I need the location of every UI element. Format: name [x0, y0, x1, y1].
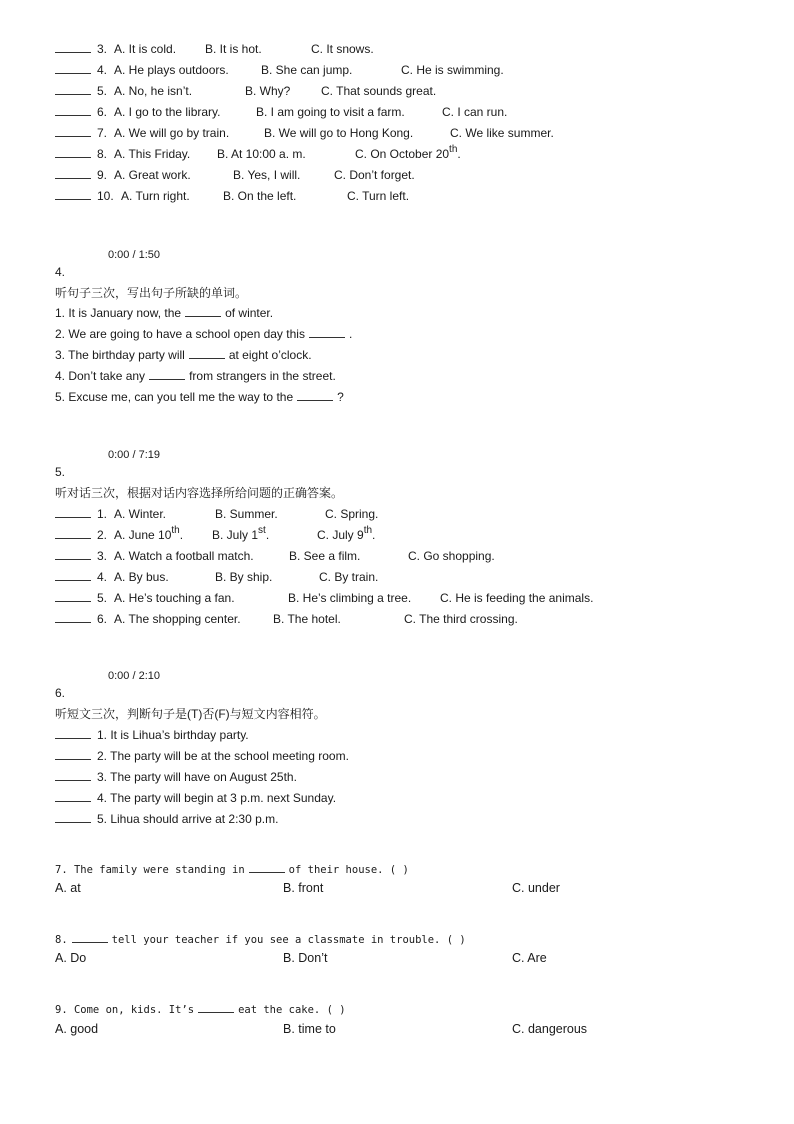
option-b: B. The hotel. — [273, 612, 341, 626]
option-a: A. This Friday. — [114, 147, 191, 161]
answer-blank[interactable] — [55, 167, 91, 179]
choice-b[interactable]: B. Don’t — [283, 951, 328, 965]
answer-blank[interactable] — [55, 569, 91, 581]
list-item: 5. Excuse me, can you tell me the way to the ? — [55, 390, 344, 404]
option-b: B. Summer. — [215, 507, 278, 521]
fill-blank[interactable] — [185, 305, 221, 317]
answer-blank[interactable] — [55, 83, 91, 95]
answer-blank[interactable] — [55, 41, 91, 53]
fill-blank[interactable] — [149, 368, 185, 380]
choice-a[interactable]: A. Do — [55, 951, 87, 965]
list-item: 4. A. He plays outdoors. B. She can jump. C. He is swimming. — [55, 62, 107, 78]
answer-blank[interactable] — [55, 527, 91, 539]
list-item: 5. A. He’s touching a fan. B. He’s climbing a tree. C. He is feeding the animals. — [55, 590, 107, 606]
option-b: B. It is hot. — [205, 42, 262, 56]
section-number: 6. — [55, 686, 66, 700]
section-number: 4. — [55, 265, 66, 279]
option-a: A. He’s touching a fan. — [114, 591, 235, 605]
option-c: C. That sounds great. — [321, 84, 437, 98]
option-c: C. Spring. — [325, 507, 379, 521]
option-c: C. On October 20th. — [355, 144, 461, 161]
answer-blank[interactable] — [55, 62, 91, 74]
option-b: B. See a film. — [289, 549, 361, 563]
question-stem: 7. The family were standing in of their house. ( ) — [55, 861, 409, 878]
list-item: 3. A. It is cold. B. It is hot. C. It snows. — [55, 41, 107, 57]
section-instruction: 听句子三次，写出句子所缺的单词。 — [55, 286, 248, 300]
answer-blank[interactable] — [55, 506, 91, 518]
option-b: B. I am going to visit a farm. — [256, 105, 405, 119]
fill-blank[interactable] — [72, 931, 108, 943]
choice-b[interactable]: B. time to — [283, 1022, 336, 1036]
fill-blank[interactable] — [297, 389, 333, 401]
option-a: A. No, he isn’t. — [114, 84, 193, 98]
option-a: A. Turn right. — [121, 189, 190, 203]
option-a: A. He plays outdoors. — [114, 63, 229, 77]
list-item: 6. A. I go to the library. B. I am going to visit a farm. C. I can run. — [55, 104, 107, 120]
list-item: 2. The party will be at the school meeting room. — [55, 748, 349, 764]
list-item: 4. A. By bus. B. By ship. C. By train. — [55, 569, 107, 585]
option-a: A. The shopping center. — [114, 612, 241, 626]
choice-c[interactable]: C. under — [512, 881, 560, 895]
option-c: C. Turn left. — [347, 189, 410, 203]
option-a: A. I go to the library. — [114, 105, 221, 119]
answer-blank[interactable] — [55, 811, 91, 823]
option-a: A. By bus. — [114, 570, 169, 584]
list-item: 5. A. No, he isn’t. B. Why? C. That sounds great. — [55, 83, 107, 99]
fill-blank[interactable] — [309, 326, 345, 338]
answer-blank[interactable] — [55, 146, 91, 158]
fill-blank[interactable] — [249, 861, 285, 873]
answer-blank[interactable] — [55, 790, 91, 802]
option-a: A. Watch a football match. — [114, 549, 254, 563]
option-c: C. I can run. — [442, 105, 508, 119]
option-b: B. July 1st. — [212, 525, 270, 542]
audio-timer[interactable]: 0:00 / 7:19 — [108, 449, 160, 461]
list-item: 1. It is January now, the of winter. — [55, 306, 274, 320]
option-b: B. Why? — [245, 84, 291, 98]
fill-blank[interactable] — [198, 1001, 234, 1013]
answer-blank[interactable] — [55, 125, 91, 137]
option-b: B. At 10:00 a. m. — [217, 147, 306, 161]
list-item: 7. A. We will go by train. B. We will go to Hong Kong. C. We like summer. — [55, 125, 107, 141]
section-instruction: 听短文三次，判断句子是(T)否(F)与短文内容相符。 — [55, 707, 326, 721]
audio-timer[interactable]: 0:00 / 2:10 — [108, 670, 160, 682]
option-a: A. June 10th. — [114, 525, 184, 542]
list-item: 3. The party will have on August 25th. — [55, 769, 297, 785]
answer-blank[interactable] — [55, 611, 91, 623]
option-a: A. It is cold. — [114, 42, 177, 56]
list-item: 4. Don’t take any from strangers in the street. — [55, 369, 336, 383]
question-stem: 9. Come on, kids. It’s eat the cake. ( ) — [55, 1001, 346, 1018]
option-a: A. We will go by train. — [114, 126, 230, 140]
list-item: 5. Lihua should arrive at 2:30 p.m. — [55, 811, 278, 827]
list-item: 2. A. June 10th. B. July 1st. C. July 9th. — [55, 527, 107, 543]
answer-blank[interactable] — [55, 590, 91, 602]
option-c: C. We like summer. — [450, 126, 554, 140]
list-item: 9. A. Great work. B. Yes, I will. C. Don’t forget. — [55, 167, 107, 183]
list-item: 4. The party will begin at 3 p.m. next Sunday. — [55, 790, 336, 806]
option-c: C. He is swimming. — [401, 63, 504, 77]
option-b: B. We will go to Hong Kong. — [264, 126, 414, 140]
answer-blank[interactable] — [55, 748, 91, 760]
list-item: 10. A. Turn right. B. On the left. C. Turn left. — [55, 188, 114, 204]
fill-blank[interactable] — [189, 347, 225, 359]
section-instruction: 听对话三次，根据对话内容选择所给问题的正确答案。 — [55, 486, 344, 500]
list-item: 2. We are going to have a school open day this . — [55, 327, 353, 341]
option-b: B. He’s climbing a tree. — [288, 591, 412, 605]
option-c: C. By train. — [319, 570, 379, 584]
list-item: 1. A. Winter. B. Summer. C. Spring. — [55, 506, 107, 522]
option-a: A. Winter. — [114, 507, 167, 521]
answer-blank[interactable] — [55, 727, 91, 739]
answer-blank[interactable] — [55, 769, 91, 781]
list-item: 3. A. Watch a football match. B. See a film. C. Go shopping. — [55, 548, 107, 564]
option-b: B. By ship. — [215, 570, 273, 584]
option-b: B. On the left. — [223, 189, 297, 203]
list-item: 8. A. This Friday. B. At 10:00 a. m. C. On October 20th. — [55, 146, 107, 162]
option-c: C. July 9th. — [317, 525, 376, 542]
answer-blank[interactable] — [55, 104, 91, 116]
option-b: B. Yes, I will. — [233, 168, 301, 182]
list-item: 6. A. The shopping center. B. The hotel. C. The third crossing. — [55, 611, 107, 627]
list-item: 3. The birthday party will at eight o’clock. — [55, 348, 312, 362]
answer-blank[interactable] — [55, 548, 91, 560]
choice-a[interactable]: A. good — [55, 1022, 99, 1036]
option-a: A. Great work. — [114, 168, 191, 182]
option-c: C. Don’t forget. — [334, 168, 415, 182]
option-c: C. Go shopping. — [408, 549, 495, 563]
option-c: C. He is feeding the animals. — [440, 591, 594, 605]
choice-c[interactable]: C. Are — [512, 951, 547, 965]
option-b: B. She can jump. — [261, 63, 353, 77]
choice-c[interactable]: C. dangerous — [512, 1022, 588, 1036]
audio-timer[interactable]: 0:00 / 1:50 — [108, 249, 160, 261]
option-c: C. It snows. — [311, 42, 374, 56]
choice-b[interactable]: B. front — [283, 881, 324, 895]
section-number: 5. — [55, 465, 66, 479]
option-c: C. The third crossing. — [404, 612, 518, 626]
list-item: 1. It is Lihua’s birthday party. — [55, 727, 249, 743]
question-stem: 8. tell your teacher if you see a classmate in trouble. ( ) — [55, 931, 466, 948]
answer-blank[interactable] — [55, 188, 91, 200]
choice-a[interactable]: A. at — [55, 881, 81, 895]
